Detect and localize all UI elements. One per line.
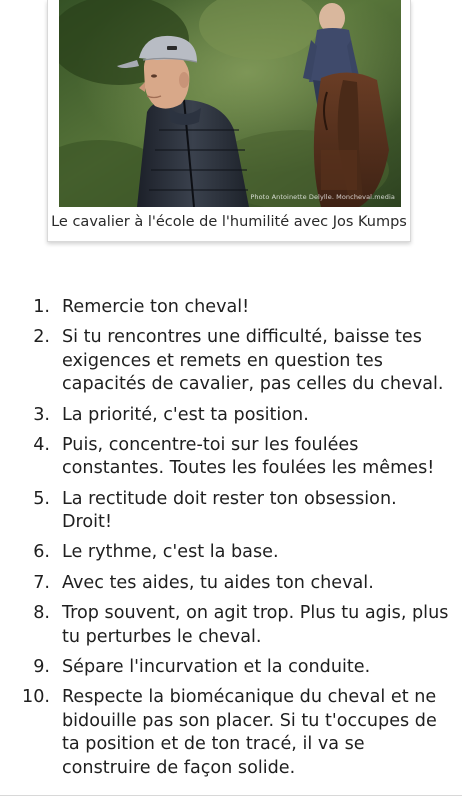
photo-illustration: [59, 0, 401, 207]
list-item: [0, 434, 462, 481]
list-item: [0, 572, 462, 596]
figure-caption: Le cavalier à l'école de l'humilité avec Jos Kumps: [51, 214, 407, 230]
list-text: Trop souvent, on agit trop. Plus tu agis, plus tu perturbes le cheval.: [62, 603, 449, 647]
list-number: 2.: [33, 327, 50, 348]
list-item: [0, 686, 462, 780]
list-text: Respecte la biomécanique du cheval et ne bidouille pas son placer. Si tu t'occupes de ta position et de ton tracé, il va se construire de façon solide.: [62, 687, 437, 778]
list-number: 5.: [33, 488, 50, 509]
photo-credit: Photo Antoinette Delylle. Moncheval.media: [250, 193, 395, 201]
list-text: Remercie ton cheval!: [62, 297, 250, 317]
list-text: Avec tes aides, tu aides ton cheval.: [62, 572, 374, 593]
list-number: 3.: [33, 404, 50, 425]
list-text: La rectitude doit rester ton obsession. Droit!: [62, 488, 397, 533]
list-number: 6.: [33, 542, 50, 563]
list-number: 10.: [22, 687, 50, 708]
list-item: [0, 488, 462, 535]
list-item: [0, 541, 462, 565]
trainer-photo: [59, 0, 401, 207]
list-number: 9.: [33, 656, 50, 677]
list-text: La priorité, c'est ta position.: [62, 404, 309, 425]
list-item: [0, 404, 462, 428]
list-number: 8.: [33, 603, 50, 624]
list-item: [0, 602, 462, 649]
list-number: 4.: [33, 434, 50, 455]
list-number: 7.: [33, 572, 50, 593]
bottom-divider: [0, 795, 462, 796]
list-item: [0, 326, 462, 397]
list-number: 1.: [33, 297, 50, 317]
list-text: Sépare l'incurvation et la conduite.: [62, 656, 371, 677]
rules-list: [0, 296, 462, 787]
list-item: [0, 656, 462, 680]
photo-figure: [47, 0, 411, 242]
list-text: Si tu rencontres une difficulté, baisse tes exigences et remets en question tes capacités de cavalier, pas celles du cheval.: [62, 327, 444, 395]
list-item: [0, 296, 462, 320]
list-text: Le rythme, c'est la base.: [62, 542, 279, 563]
list-text: Puis, concentre-toi sur les foulées constantes. Toutes les foulées les mêmes!: [62, 434, 435, 479]
